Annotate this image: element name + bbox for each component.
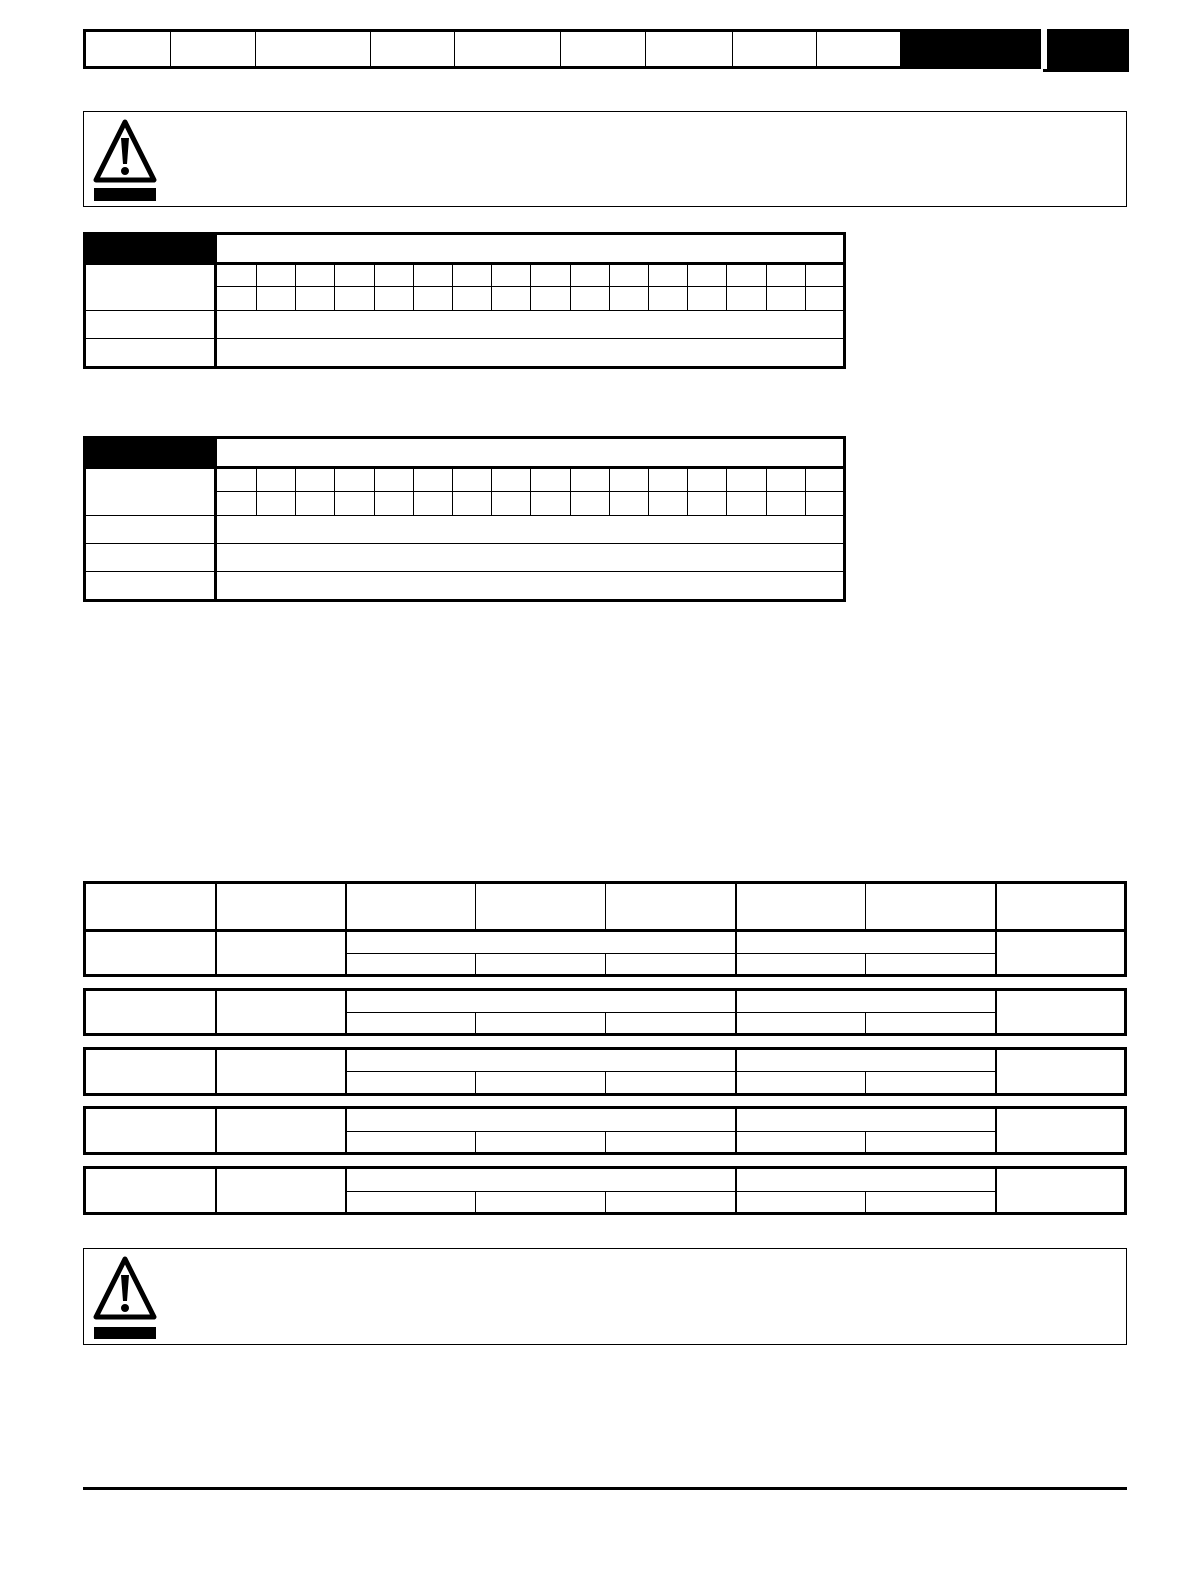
grid-cell	[217, 1109, 345, 1152]
grid-cell	[217, 1050, 345, 1093]
nav-tab[interactable]	[646, 29, 733, 69]
grid-cell	[997, 991, 1124, 1033]
grid-group-cell	[347, 1109, 735, 1131]
grid-table-row	[83, 1106, 1127, 1155]
warning-triangle-icon	[92, 1253, 158, 1339]
nav-tab[interactable]	[733, 29, 817, 69]
grid-cell	[997, 1050, 1124, 1093]
row-value	[217, 572, 843, 599]
row-value	[217, 544, 843, 571]
grid-cell	[997, 932, 1124, 974]
grid-cell	[217, 932, 345, 974]
warning-box	[83, 1248, 1127, 1345]
column-header	[606, 884, 735, 929]
top-navigation	[83, 29, 1129, 73]
grid-group-cell	[737, 991, 995, 1012]
grid-group-cell	[347, 1050, 735, 1071]
grid-group-cell	[737, 1050, 995, 1071]
parameter-name	[214, 439, 843, 466]
grid-group-cell	[737, 1169, 995, 1191]
grid-cell	[997, 1109, 1124, 1152]
column-header	[86, 884, 215, 929]
grid-group-cell	[737, 932, 995, 953]
grid-table-header	[83, 881, 1127, 977]
parameter-number	[86, 235, 214, 262]
nav-underline	[1043, 69, 1129, 72]
grid-cell	[86, 932, 215, 974]
row-label	[86, 265, 214, 310]
grid-cell	[997, 1169, 1124, 1212]
grid-group-cell	[737, 1109, 995, 1131]
grid-cell	[86, 1169, 215, 1212]
row-label	[86, 544, 214, 571]
parameter-name	[214, 235, 843, 262]
nav-tab[interactable]	[83, 29, 171, 69]
grid-cell	[86, 991, 215, 1033]
row-label	[86, 516, 214, 543]
nav-tab[interactable]	[171, 29, 256, 69]
parameter-table	[83, 436, 846, 602]
warning-box	[83, 111, 1127, 207]
nav-tab[interactable]	[256, 29, 371, 69]
grid-cell	[86, 1050, 215, 1093]
grid-table-row	[83, 1047, 1127, 1096]
row-value	[217, 311, 843, 338]
column-header	[476, 884, 605, 929]
column-header	[997, 884, 1124, 929]
column-header	[347, 884, 475, 929]
grid-cell	[217, 1169, 345, 1212]
column-header	[866, 884, 995, 929]
nav-tab[interactable]	[817, 29, 901, 69]
grid-cell	[217, 991, 345, 1033]
nav-tab[interactable]	[371, 29, 455, 69]
nav-tab[interactable]	[561, 29, 646, 69]
nav-tab[interactable]	[455, 29, 561, 69]
row-label	[86, 469, 214, 515]
grid-table-row	[83, 988, 1127, 1036]
column-header	[737, 884, 865, 929]
grid-group-cell	[347, 991, 735, 1012]
footer-rule	[83, 1487, 1127, 1490]
grid-group-cell	[347, 932, 735, 953]
nav-tab-active[interactable]	[901, 29, 1041, 69]
row-label	[86, 339, 214, 366]
grid-cell	[86, 1109, 215, 1152]
grid-group-cell	[347, 1169, 735, 1191]
page-number-box	[1047, 29, 1129, 71]
parameter-table	[83, 232, 846, 369]
row-value	[217, 516, 843, 543]
column-header	[217, 884, 345, 929]
warning-triangle-icon	[92, 116, 158, 202]
row-value	[217, 339, 843, 366]
row-label	[86, 572, 214, 599]
row-label	[86, 311, 214, 338]
grid-table-row	[83, 1166, 1127, 1215]
parameter-number	[86, 439, 214, 466]
